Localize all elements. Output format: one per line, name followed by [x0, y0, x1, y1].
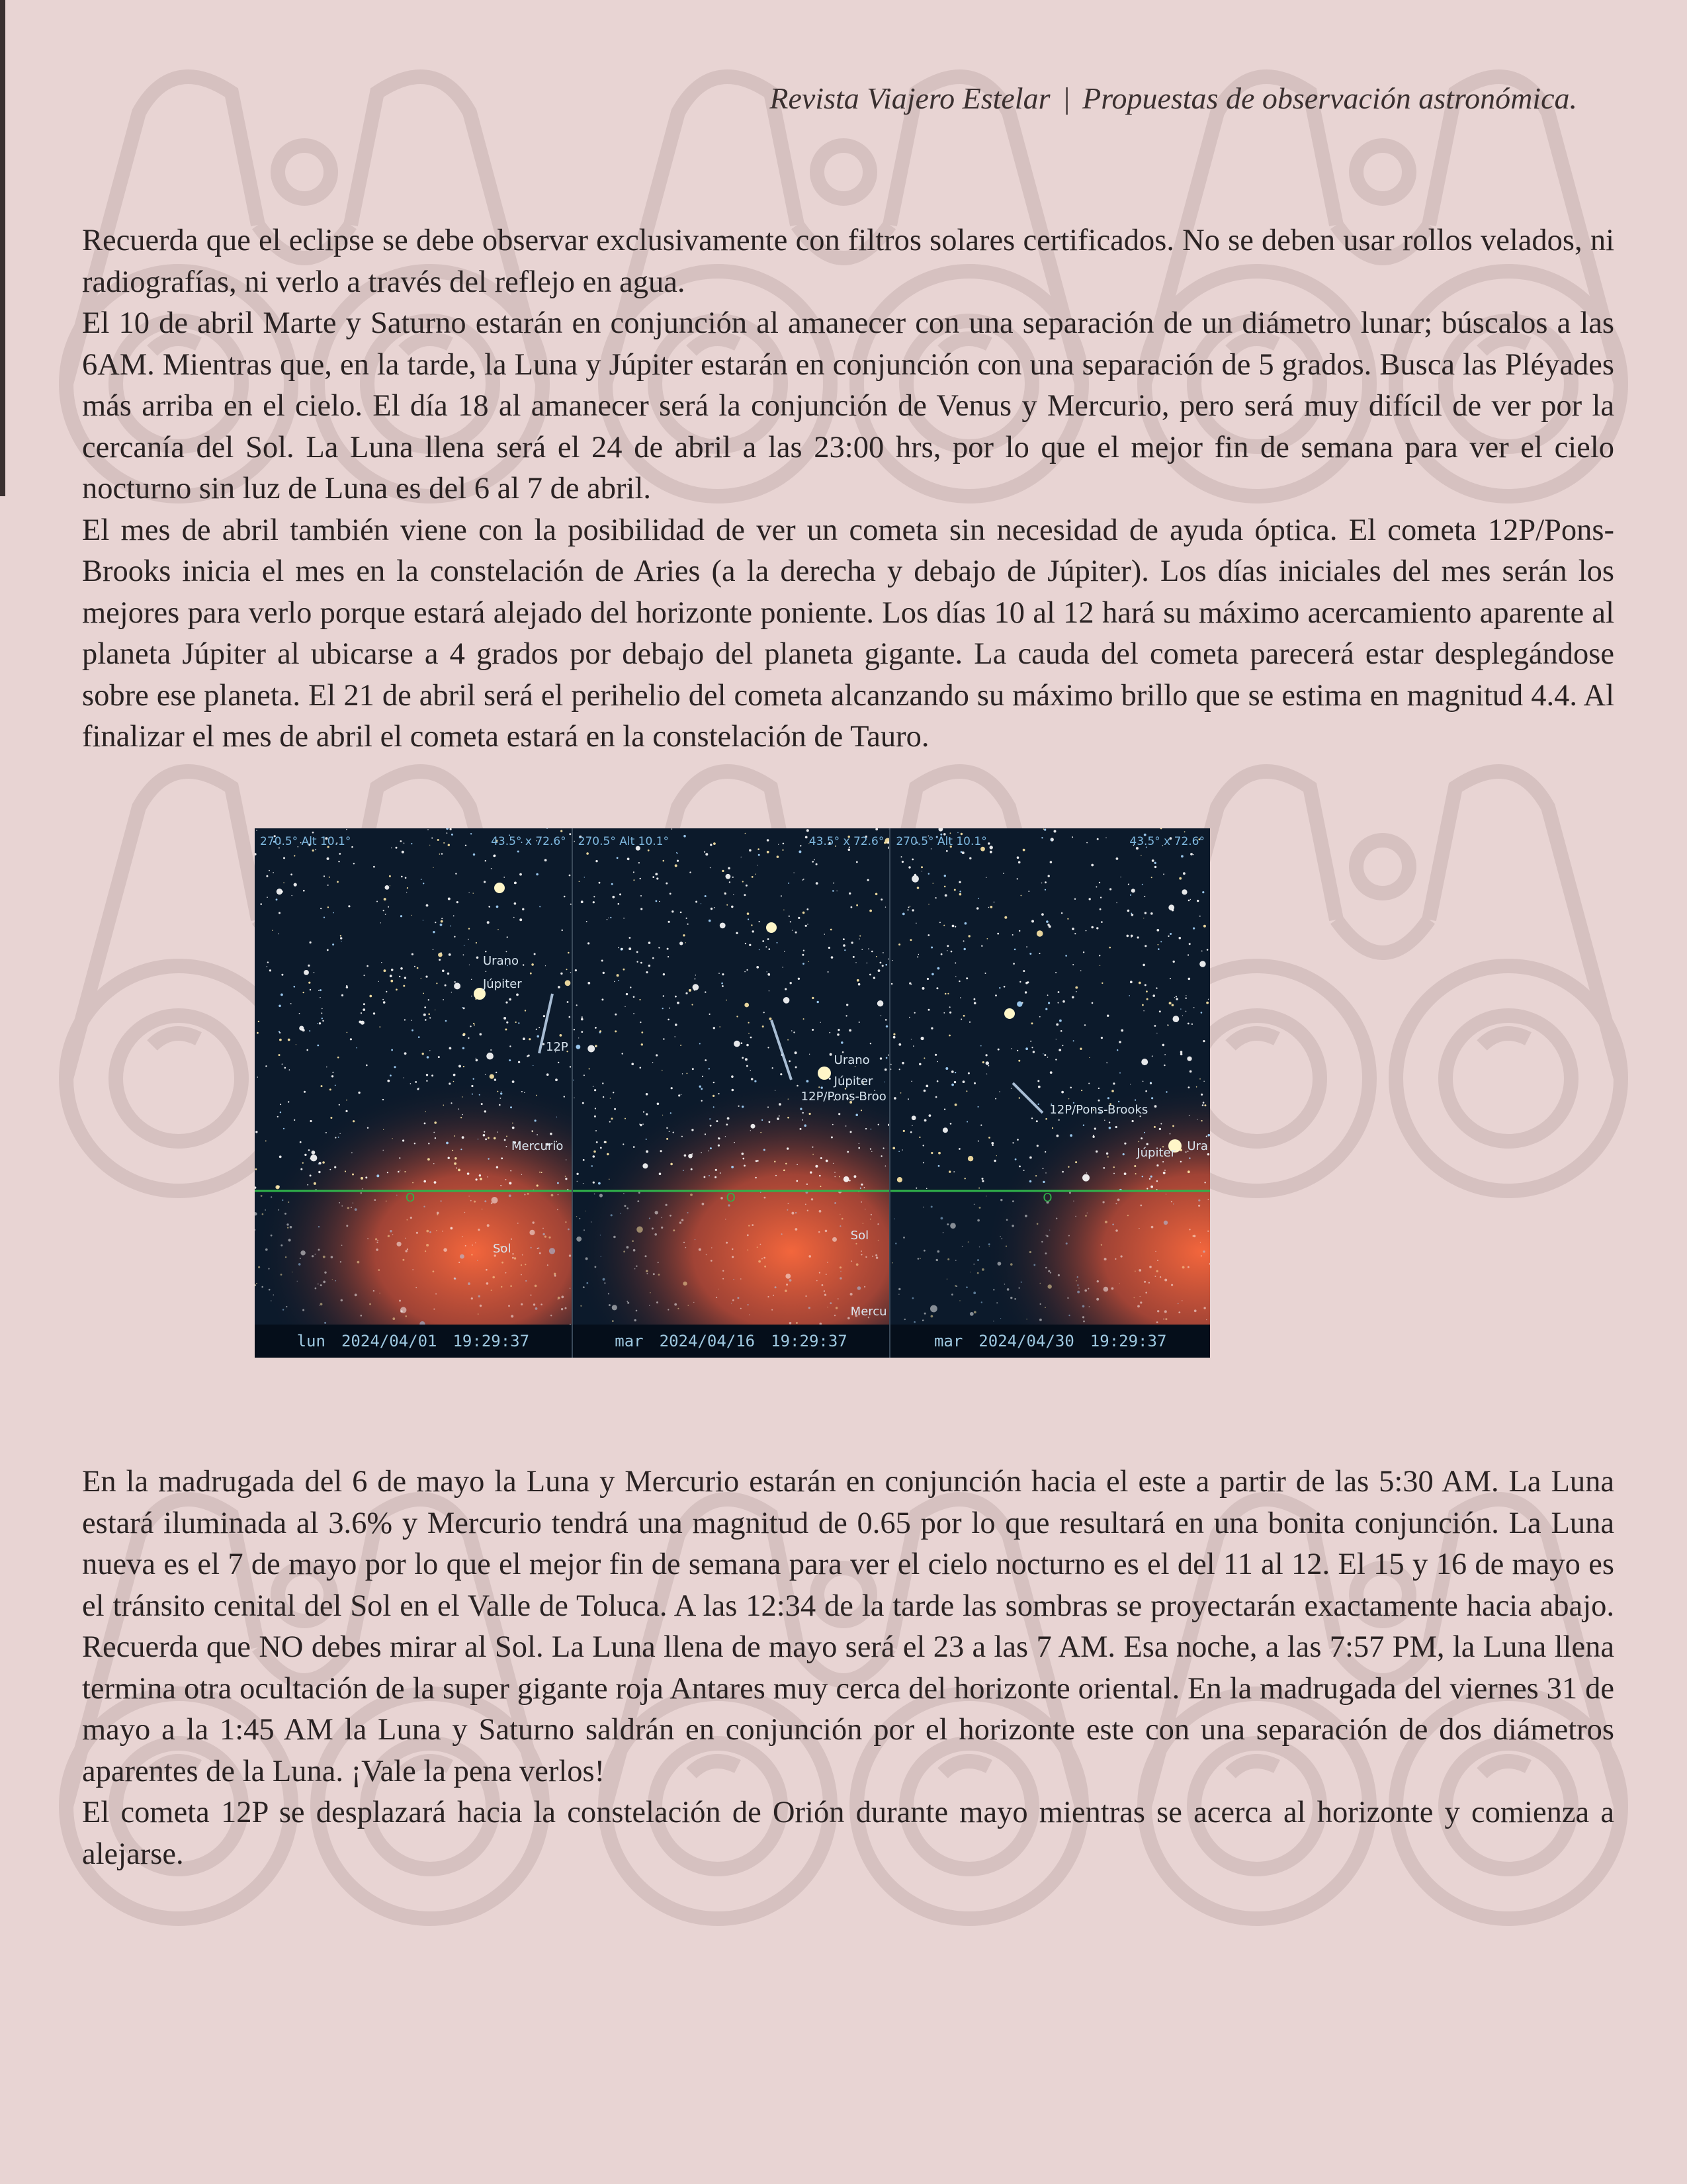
label-sun: Sol	[850, 1229, 869, 1243]
header-separator: |	[1062, 81, 1071, 115]
planet-dot	[766, 922, 777, 933]
label-jupiter: Júpiter	[483, 977, 522, 991]
label-jupiter: Júpiter	[834, 1074, 873, 1088]
panel-1-coords: 270.5° Alt 10.1° 43.5° x 72.6°	[260, 835, 566, 848]
sun-glow	[983, 1080, 1210, 1358]
sky-panel-1	[255, 828, 573, 1358]
section-title: Propuestas de observación astronómica.	[1082, 81, 1577, 115]
text-block-may	[82, 1462, 1614, 1875]
label-mercury: Mercu	[850, 1305, 887, 1319]
panel-3-datetime: mar 2024/04/30 19:29:37	[890, 1325, 1210, 1358]
magazine-name: Revista Viajero Estelar	[769, 81, 1051, 115]
paragraph-eclipse-safety: Recuerda que el eclipse se debe observar exclusivamente con filtros solares certificados. No se deben usar rollos velados, ni radiografías, ni verlo a través del reflejo en agua.	[82, 224, 1614, 299]
sky-panel-2	[573, 828, 891, 1358]
label-uranus: Ura	[1187, 1139, 1208, 1153]
paragraph-may-events: En la madrugada del 6 de mayo la Luna y Mercurio estarán en conjunción hacia el este a partir de las 5:30 AM. La Luna estará iluminada al 3.6% y Mercurio tendrá una magnitud de 0.65 por lo que resultará en una bonita conjunción. La Luna nueva es el 7 de mayo por lo que el mejor fin de semana para ver el cielo nocturno es el del 11 al 12. El 15 y 16 de mayo es el tránsito cenital del Sol en el Valle de Toluca. A las 12:34 de la tarde las sombras se proyectarán exactamente hacia abajo. Recuerda que NO debes mirar al Sol. La Luna llena de mayo será el 23 a las 7 AM. Esa noche, a las 7:57 PM, la Luna llena termina otra ocultación de la super gigante roja Antares muy cerca del horizonte oriental. En la madrugada del viernes 31 de mayo a la 1:45 AM la Luna y Saturno saldrán en conjunción por el horizonte este con una separación de dos diámetros aparentes de la Luna. ¡Vale la pena verlos!	[82, 1465, 1614, 1788]
sky-panel-3	[890, 828, 1210, 1358]
paragraph-comet-may: El cometa 12P se desplazará hacia la constelación de Orión durante mayo mientras se acerca al horizonte y comienza a alejarse.	[82, 1796, 1614, 1871]
label-comet: 12P	[546, 1040, 568, 1054]
planet-dot	[1004, 1008, 1015, 1019]
sun-glow	[255, 1080, 572, 1358]
label-west: O	[726, 1191, 736, 1205]
label-sun: Sol	[493, 1242, 511, 1256]
label-west: O	[406, 1191, 415, 1205]
comet-tail	[771, 1020, 791, 1080]
panel-1-datetime: lun 2024/04/01 19:29:37	[255, 1325, 572, 1358]
starfield-1	[255, 828, 572, 1358]
panel-2-datetime: mar 2024/04/16 19:29:37	[573, 1325, 890, 1358]
panel-2-coords: 270.5° Alt 10.1° 43.5° x 72.6°	[578, 835, 885, 848]
panel-3-coords: 270.5° Alt 10.1° 43.5° x 72.6°	[896, 835, 1205, 848]
starfield-3	[890, 828, 1210, 1358]
paragraph-april-conjunctions: El 10 de abril Marte y Saturno estarán en conjunción al amanecer con una separación de un diámetro lunar; búscalos a las 6AM. Mientras que, en la tarde, la Luna y Júpiter estarán en conjunción con una separación de 5 grados. Busca las Pléyades más arriba en el cielo. El día 18 al amanecer será la conjunción de Venus y Mercurio, pero será muy difícil de ver por la cercanía del Sol. La Luna llena será el 24 de abril a las 23:00 hrs, por lo que el mejor fin de semana para ver el cielo nocturno sin luz de Luna es del 6 al 7 de abril.	[82, 306, 1614, 505]
label-comet: 12P/Pons-Brooks	[1049, 1103, 1148, 1117]
label-uranus: Urano	[834, 1053, 870, 1067]
comet-tail	[1013, 1083, 1043, 1113]
label-uranus: Urano	[483, 954, 519, 968]
planet-dot	[818, 1067, 831, 1080]
sky-chart-image	[255, 828, 1210, 1358]
text-block-april	[82, 220, 1614, 758]
page-header	[769, 81, 1577, 116]
label-mercury: Mercurio	[511, 1139, 564, 1153]
paragraph-comet-april: El mes de abril también viene con la posibilidad de ver un cometa sin necesidad de ayuda óptica. El cometa 12P/Pons-Brooks inicia el mes en la constelación de Aries (a la derecha y debajo de Júpiter). Los días iniciales del mes serán los mejores para verlo porque estará alejado del horizonte poniente. Los días 10 al 12 hará su máximo acercamiento aparente al planeta Júpiter al ubicarse a 4 grados por debajo del planeta gigante. La cauda del cometa parecerá estar desplegándose sobre ese planeta. El 21 de abril será el perihelio del cometa alcanzando su máximo brillo que se estima en magnitud 4.4. Al finalizar el mes de abril el cometa estará en la constelación de Tauro.	[82, 513, 1614, 754]
label-jupiter: Júpiter	[1137, 1146, 1176, 1160]
planet-dot	[494, 883, 505, 893]
label-west: O	[1043, 1191, 1053, 1205]
binocular-watermark-icon	[1145, 771, 1621, 1191]
label-comet: 12P/Pons-Broo	[800, 1090, 887, 1104]
